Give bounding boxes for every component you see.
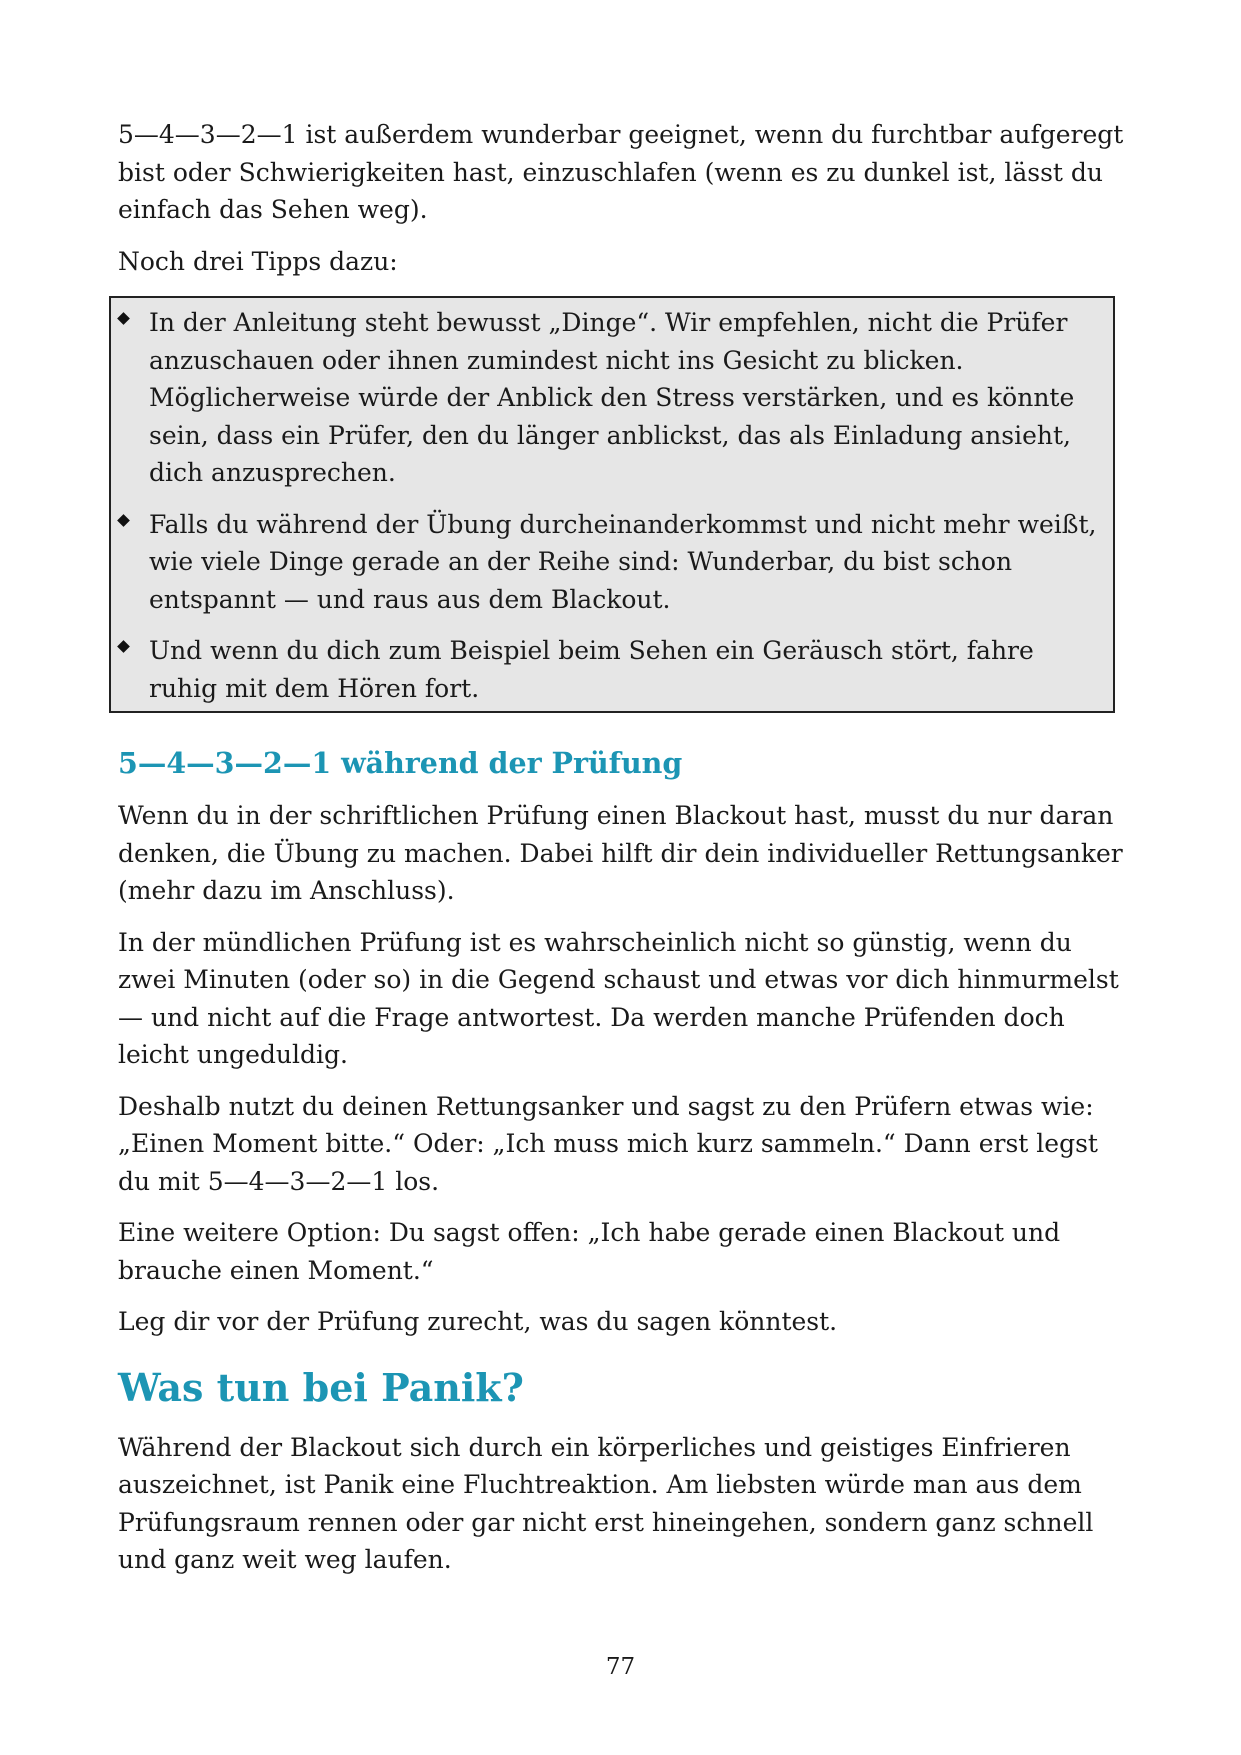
tip-text: In der Anleitung steht bewusst „Dinge“. Wir empfehlen, nicht die Prüfer anzuschauen oder ihnen zumindest nicht ins Gesicht zu blicken. Möglicherweise würde der Anblick den Stress verstärken, und es könnte sein, dass ein Prüfer, den du länger anblickst, das als Einladung ansieht, dich anzusprechen. — [149, 308, 1075, 487]
intro-paragraph-1: 5—4—3—2—1 ist außerdem wunderbar geeignet, wenn du furchtbar aufgeregt bist oder Schwierigkeiten hast, einzuschlafen (wenn es zu dunkel ist, lässt du einfach das Sehen weg). — [118, 120, 1124, 224]
page-content — [118, 116, 1128, 1593]
section-heading-panic: Was tun bei Panik? — [118, 1364, 524, 1410]
section1-paragraph-4: Eine weitere Option: Du sagst offen: „Ich habe gerade einen Blackout und brauche einen Moment.“ — [118, 1218, 1061, 1285]
section1-paragraph-5: Leg dir vor der Prüfung zurecht, was du sagen könntest. — [118, 1307, 838, 1336]
section1-paragraph-2: In der mündlichen Prüfung ist es wahrscheinlich nicht so günstig, wenn du zwei Minuten (oder so) in die Gegend schaust und etwas vor dich hinmurmelst — und nicht auf die Frage antwortest. Da werden manche Prüfenden doch leicht ungeduldig. — [118, 927, 1119, 1069]
tips-box — [109, 296, 1115, 713]
diamond-bullet-icon — [119, 314, 129, 324]
tip-item — [111, 304, 1103, 492]
intro-paragraph-2: Noch drei Tipps dazu: — [118, 246, 398, 276]
tip-text: Und wenn du dich zum Beispiel beim Sehen ein Geräusch stört, fahre ruhig mit dem Hören fort. — [149, 636, 1034, 703]
section2-paragraph-1: Während der Blackout sich durch ein körperliches und geistiges Einfrieren auszeichnet, ist Panik eine Fluchtreaktion. Am liebsten würde man aus dem Prüfungsraum rennen oder gar nicht erst hineingehen, sondern ganz schnell und ganz weit weg laufen. — [118, 1432, 1094, 1574]
tip-item — [111, 632, 1103, 707]
tip-text: Falls du während der Übung durcheinanderkommst und nicht mehr weißt, wie viele Dinge gerade an der Reihe sind: Wunderbar, du bist schon entspannt — und raus aus dem Blackout. — [149, 509, 1097, 614]
diamond-bullet-icon — [119, 516, 129, 526]
tip-item — [111, 506, 1103, 619]
diamond-bullet-icon — [119, 642, 129, 652]
section-heading-exam: 5—4—3—2—1 während der Prüfung — [118, 746, 683, 780]
section1-paragraph-1: Wenn du in der schriftlichen Prüfung einen Blackout hast, musst du nur daran denken, die Übung zu machen. Dabei hilft dir dein individueller Rettungsanker (mehr dazu im Anschluss). — [118, 801, 1123, 905]
page-number: 77 — [605, 1654, 636, 1680]
section1-paragraph-3: Deshalb nutzt du deinen Rettungsanker und sagst zu den Prüfern etwas wie: „Einen Moment bitte.“ Oder: „Ich muss mich kurz sammeln.“ Dann erst legst du mit 5—4—3—2—1 los. — [118, 1091, 1098, 1196]
